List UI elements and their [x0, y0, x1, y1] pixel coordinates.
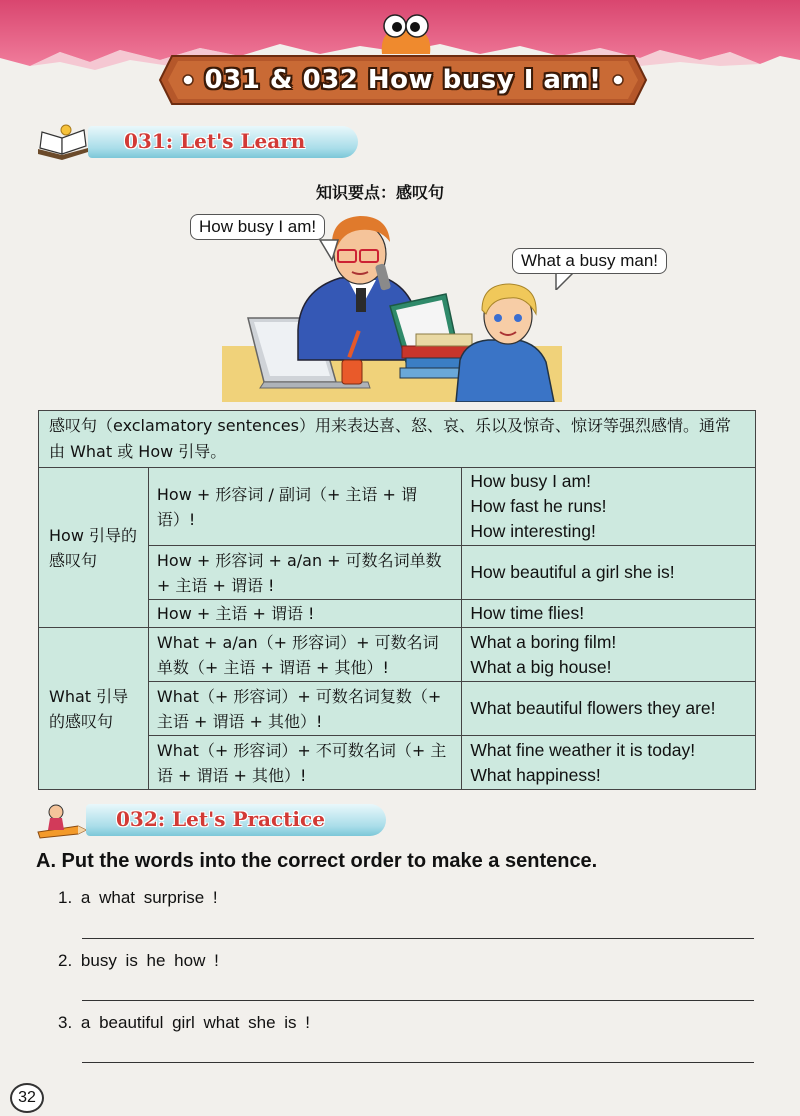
- examples-cell: [462, 546, 756, 600]
- examples-cell: [462, 628, 756, 682]
- pattern-cell: How + 形容词 + a/an + 可数名词单数 + 主语 + 谓语 !: [148, 546, 461, 600]
- example-text: What fine weather it is today!: [470, 739, 696, 760]
- examples-cell: [462, 468, 756, 546]
- pattern-cell: What（+ 形容词）+ 不可数名词（+ 主语 + 谓语 + 其他）!: [148, 736, 461, 790]
- example-text: How busy I am!: [470, 471, 591, 491]
- mascot-eyes-icon: [376, 8, 436, 54]
- table-intro-text: 感叹句（exclamatory sentences）用来表达喜、怒、哀、乐以及惊奇、惊讶等强烈感情。通常由 What 或 How 引导。: [39, 411, 756, 468]
- example-text: What a boring film!: [470, 631, 617, 652]
- pattern-cell: How + 主语 + 谓语 !: [148, 600, 461, 628]
- question-2: [58, 951, 219, 971]
- practice-heading: 032: Let's Practice: [116, 807, 325, 831]
- examples-cell: [462, 600, 756, 628]
- task-a-instruction: A. Put the words into the correct order to make a sentence.: [36, 850, 598, 872]
- illustration: [199, 210, 659, 402]
- example-text: How interesting!: [470, 521, 596, 541]
- grammar-table: [38, 410, 756, 790]
- question-words: a what surprise !: [80, 888, 218, 907]
- how-category: How 引导的感叹句: [39, 468, 149, 628]
- key-point-label: 知识要点：感叹句: [316, 183, 445, 202]
- answer-line-1[interactable]: [82, 938, 754, 939]
- learn-heading: 031: Let's Learn: [124, 129, 306, 153]
- boy-speech-bubble: What a busy man!: [512, 248, 667, 274]
- title-banner: [158, 52, 648, 108]
- example-text: What a big house!: [470, 656, 612, 677]
- table-row: [39, 468, 756, 546]
- what-category: What 引导的感叹句: [39, 628, 149, 790]
- question-words: busy is he how !: [80, 951, 219, 970]
- table-intro-row: [39, 411, 756, 468]
- question-3: [58, 1013, 310, 1033]
- example-text: What beautiful flowers they are!: [470, 698, 716, 718]
- pattern-cell: What（+ 形容词）+ 可数名词复数（+ 主语 + 谓语 + 其他）!: [148, 682, 461, 736]
- question-number: 1.: [58, 888, 73, 907]
- pattern-cell: What + a/an（+ 形容词）+ 可数名词单数（+ 主语 + 谓语 + 其他）!: [148, 628, 461, 682]
- answer-line-2[interactable]: [82, 1000, 754, 1001]
- teacher-speech-bubble: How busy I am!: [190, 214, 325, 240]
- question-words: a beautiful girl what she is !: [80, 1013, 310, 1032]
- question-number: 2.: [58, 951, 73, 970]
- example-text: How time flies!: [470, 603, 585, 623]
- open-book-icon: [36, 124, 90, 164]
- examples-cell: [462, 736, 756, 790]
- example-text: How beautiful a girl she is!: [470, 562, 675, 582]
- pencil-kid-icon: [34, 802, 88, 842]
- learn-section-header: [36, 124, 366, 160]
- example-text: What happiness!: [470, 764, 601, 785]
- table-row: [39, 628, 756, 682]
- examples-cell: [462, 682, 756, 736]
- practice-section-header: [34, 802, 394, 838]
- page-title: 031 & 032 How busy I am!: [204, 65, 602, 95]
- question-number: 3.: [58, 1013, 73, 1032]
- example-text: How fast he runs!: [470, 496, 607, 516]
- pattern-cell: How + 形容词 / 副词（+ 主语 + 谓语）!: [148, 468, 461, 546]
- page-number: 32: [10, 1083, 44, 1113]
- question-1: [58, 888, 218, 908]
- answer-line-3[interactable]: [82, 1062, 754, 1063]
